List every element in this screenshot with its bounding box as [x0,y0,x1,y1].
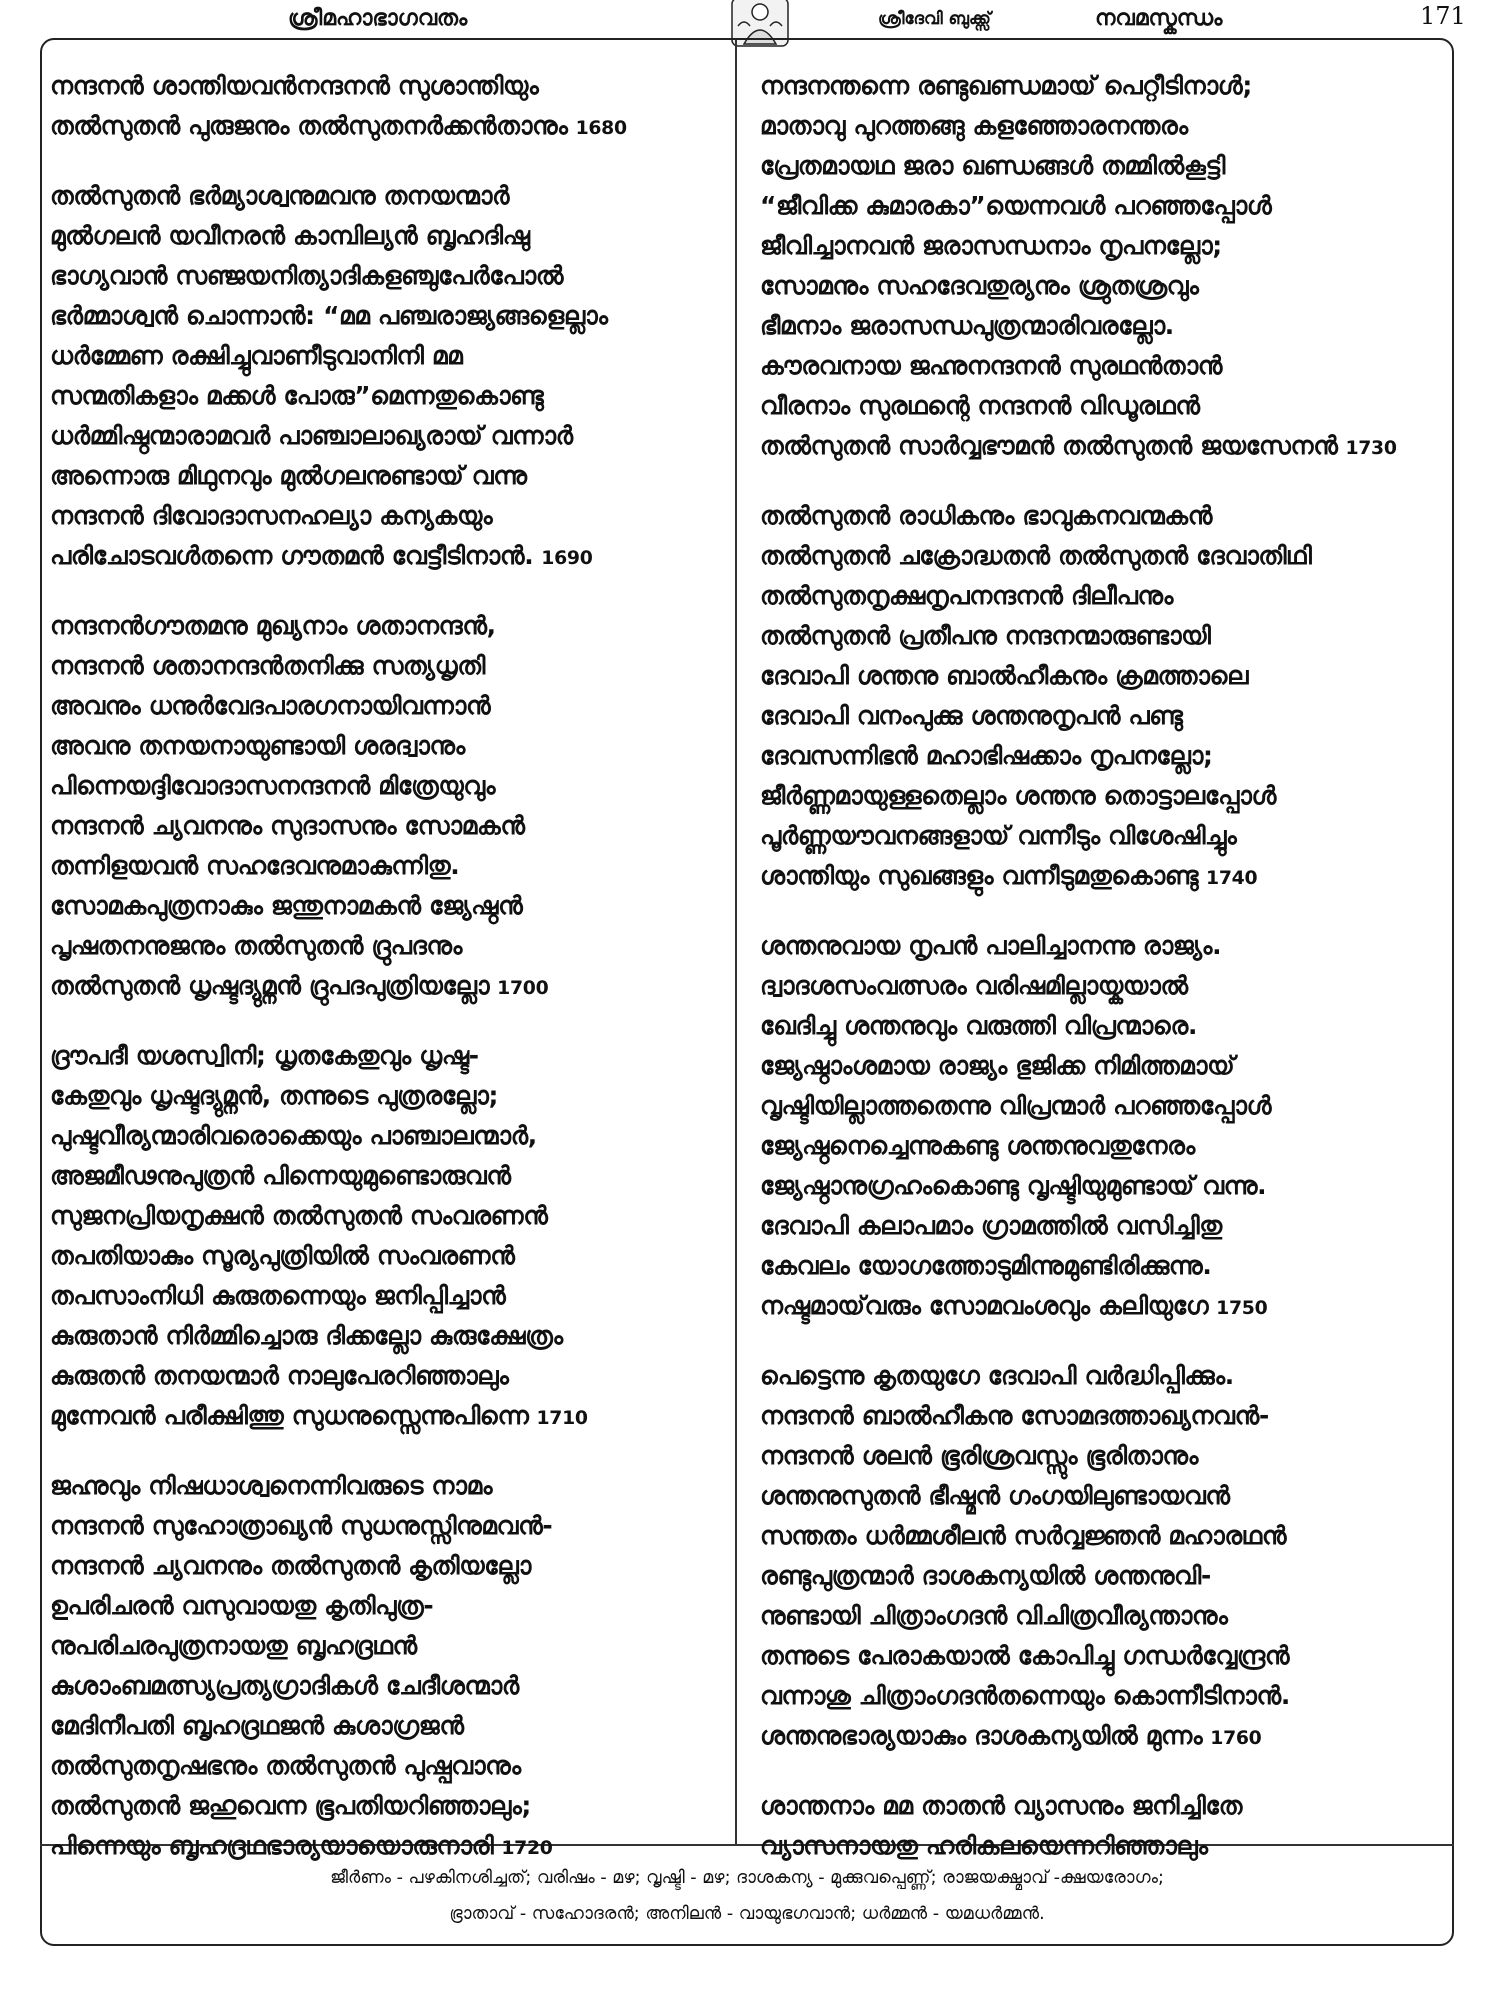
verse-line [760,346,1430,386]
verse-line [760,1086,1430,1126]
verse-line [50,1706,720,1746]
column-divider [735,40,737,1844]
verse-text: ശന്തനുസുതൻ ഭീഷ്മൻ ഗംഗയിലുണ്ടായവൻ [760,1481,1230,1510]
verse-text: തന്നുടെ പേരാകയാൽ കോപിച്ചു ഗന്ധർവ്വേന്ദ്രൻ [760,1641,1290,1670]
verse-line [760,656,1430,696]
verse-text: സന്തതം ധർമ്മശീലൻ സർവ്വജ്ഞൻ മഹാരഥൻ [760,1521,1287,1550]
verse-text: നന്ദനൻ ബാൽഹീകനു സോമദത്താഖ്യനവൻ- [760,1401,1269,1430]
verse-text: തൽസുതൻ ജഹുവെന്ന ഭൂപതിയറിഞ്ഞാലും; [50,1791,532,1820]
verse-number: 1750 [1216,1297,1268,1319]
verse-text: പരിചോടവൾതന്നെ ഗൗതമൻ വേട്ടീടിനാൻ. [50,541,534,570]
footnote-line: ജീർണം - പഴകിനശിച്ചത്; വരിഷം - മഴ; വൃഷ്ടി - മഴ; ദാശകന്യ - മുക്കുവപ്പെണ്ണ്; രാജയക്ഷ്മാവ് -ക്ഷയരോഗം; [330,1868,1164,1888]
verse-text: കുരുതാൻ നിർമ്മിച്ചൊരു ദിക്കല്ലോ കുരുക്ഷേത്രം [50,1321,563,1350]
verse-text: ശന്തനുഭാര്യയാകും ദാശകന്യയിൽ മുന്നം [760,1721,1203,1750]
verse-number: 1740 [1206,867,1258,889]
verse-line [760,1166,1430,1206]
verse-text: വന്നാശു ചിത്രാംഗദൻതന്നെയും കൊന്നീടിനാൻ. [760,1681,1290,1710]
verse-text: തപതിയാകും സൂര്യപുത്രിയിൽ സംവരണൻ [50,1241,515,1270]
verse-text: നന്ദനൻഗൗതമനു മുഖ്യനാം ശതാനന്ദൻ, [50,611,496,640]
verse-line [50,1546,720,1586]
verse-line [50,1396,720,1436]
verse-text: ഭാഗ്യവാൻ സഞ്ജയനിത്യാദികളഞ്ചുപേർപോൽ [50,261,564,290]
verse-number: 1690 [541,547,593,569]
verse-text: സന്മതികളാം മക്കൾ പോരു”മെന്നതുകൊണ്ടു [50,381,544,410]
verse-text: പൂർണ്ണയൗവനങ്ങളായ് വന്നീടും വിശേഷിച്ചും [760,821,1237,850]
verse-line [50,106,720,146]
verse-text: ദേവസന്നിഭൻ മഹാഭിഷക്കാം നൃപനല്ലോ; [760,741,1213,770]
verse-line [50,1196,720,1236]
verse-line [760,1246,1430,1286]
verse-text: ഭീമനാം ജരാസന്ധപുത്രന്മാരിവരല്ലോ. [760,311,1174,340]
verse-text: മുൽഗലൻ യവീനരൻ കാമ്പില്യൻ ബൃഹദിഷു [50,221,530,250]
verse-line [50,646,720,686]
verse-line [760,1716,1430,1756]
verse-number: 1730 [1345,437,1397,459]
verse-text: ഉപരിചരൻ വസുവായതു കൃതിപുത്ര- [50,1591,434,1620]
verse-line [760,1786,1430,1826]
verse-text: പ്രേതമായഥ ജരാ ഖണ്ഡങ്ങൾ തമ്മിൽകൂട്ടി [760,151,1226,180]
page-number: 171 [1420,2,1466,30]
verse-text: നന്ദനൻ ശതാനന്ദൻതനിക്കു സത്യധൃതി [50,651,486,680]
verse-line [760,106,1430,146]
verse-text: നുണ്ടായി ചിത്രാംഗദൻ വിചിത്രവീര്യന്താനും [760,1601,1228,1630]
verse-line [760,1126,1430,1166]
verse-text: ശാന്തനാം മമ താതൻ വ്യാസനും ജനിച്ചിതേ [760,1791,1243,1820]
verse-line [760,186,1430,226]
verse-line [760,426,1430,466]
stanza [760,926,1436,1326]
verse-number: 1710 [536,1407,588,1429]
verse-number: 1720 [501,1837,553,1859]
verse-line [50,336,720,376]
verse-line [50,686,720,726]
verse-line [50,1236,720,1276]
verse-line [50,1466,720,1506]
verse-text: തൽസുതൻ പ്രതീപനു നന്ദനന്മാരുണ്ടായി [760,621,1211,650]
verse-text: ജീവിച്ചാനവൻ ജരാസന്ധനാം നൃപനല്ലോ; [760,231,1222,260]
verse-line [50,216,720,256]
verse-line [760,736,1430,776]
verse-line [50,1316,720,1356]
verse-line [50,256,720,296]
verse-line [50,66,720,106]
verse-line [760,966,1430,1006]
verse-text: പെട്ടെന്നു കൃതയുഗേ ദേവാപി വർദ്ധിപ്പിക്കും. [760,1361,1234,1390]
verse-line [50,726,720,766]
verse-line [50,376,720,416]
verse-line [50,806,720,846]
verse-line [50,1036,720,1076]
verse-line [50,176,720,216]
verse-text: ദേവാപി വനംപുക്കു ശന്തനുനൃപൻ പണ്ടു [760,701,1183,730]
verse-line [760,1206,1430,1246]
verse-text: പിന്നെയും ബൃഹദ്രഥഭാര്യയായൊരുനാരി [50,1831,494,1860]
verse-line [50,606,720,646]
verse-text: അന്നൊരു മിഥുനവും മുൽഗലനുണ്ടായ് വന്നു [50,461,527,490]
verse-line [50,536,720,576]
verse-text: ഖേദിച്ചു ശന്തനുവും വരുത്തി വിപ്രന്മാരെ. [760,1011,1198,1040]
verse-text: നന്ദനൻ സുഹോത്രാഖ്യൻ സുധനുസ്സിനുമവൻ- [50,1511,553,1540]
verse-text: മാതാവു പുറത്തങ്ങു കളഞ്ഞോരനന്തരം [760,111,1188,140]
verse-text: അവനും ധനുർവേദപാരഗനായിവന്നാൻ [50,691,491,720]
verse-line [760,1826,1430,1866]
verse-number: 1680 [575,117,627,139]
verse-line [760,1676,1430,1716]
verse-text: തന്നിളയവൻ സഹദേവനുമാകുന്നിതു. [50,851,460,880]
verse-text: “ജീവിക്ക കുമാരകാ”യെന്നവൾ പറഞ്ഞപ്പോൾ [760,191,1272,220]
verse-line [760,226,1430,266]
verse-line [50,1356,720,1396]
verse-text: തൽസുതൻ സാർവ്വഭൗമൻ തൽസുതൻ ജയസേനൻ [760,431,1338,460]
verse-text: തൽസുതൻ രാധികനും ഭാവുകനവന്മകൻ [760,501,1213,530]
verse-line [50,846,720,886]
verse-text: നന്ദനൻ ച്യവനനും സുദാസനും സോമകൻ [50,811,525,840]
verse-line [760,616,1430,656]
verse-text: ശന്തനുവായ നൃപൻ പാലിച്ചാനന്നു രാജ്യം. [760,931,1222,960]
verse-text: പുഷ്ടവീര്യന്മാരിവരൊക്കെയും പാഞ്ചാലന്മാർ, [50,1121,537,1150]
verse-text: അജമീഢനുപുത്രൻ പിന്നെയുമുണ്ടൊരുവൻ [50,1161,511,1190]
verse-text: നന്ദനൻ ശലൻ ഭൂരിശ്രവസ്സും ഭൂരിതാനും [760,1441,1199,1470]
verse-text: തൽസുതനൃക്ഷനൃപനന്ദനൻ ദിലീപനും [760,581,1174,610]
verse-line [760,1436,1430,1476]
verse-line [50,1276,720,1316]
page-header [30,0,1470,42]
verse-line [760,856,1430,896]
verse-line [50,1786,720,1826]
verse-text: രണ്ടുപുത്രന്മാർ ദാശകന്യയിൽ ശന്തനുവി- [760,1561,1211,1590]
verse-line [760,926,1430,966]
verse-text: വ്യാസനായതു ഹരികലയെന്നറിഞ്ഞാലും [760,1831,1208,1860]
verse-text: ഭർമ്മാശ്വൻ ചൊന്നാൻ: “മമ പഞ്ചരാജ്യങ്ങളെല്ലാം [50,301,608,330]
verse-text: ധർമ്മേണ രക്ഷിച്ചുവാണീടുവാനിനി മമ [50,341,463,370]
verse-line [760,1636,1430,1676]
verse-line [50,1626,720,1666]
verse-line [760,1596,1430,1636]
verse-text: ജ്യേഷ്ഠാനുഗ്രഹംകൊണ്ടു വൃഷ്ടിയുമുണ്ടായ് വന്നു. [760,1171,1267,1200]
verse-text: സോമനും സഹദേവതുര്യനും ശ്രുതശ്രവും [760,271,1199,300]
verse-line [50,416,720,456]
stanza [50,66,726,146]
verse-line [50,296,720,336]
verse-text: തൽസുതൻ ചക്രോദ്ധതൻ തൽസുതൻ ദേവാതിഥി [760,541,1312,570]
verse-line [760,1286,1430,1326]
verse-line [50,1156,720,1196]
verse-line [760,1476,1430,1516]
verse-text: സോമകപുത്രനാകും ജന്തുനാമകൻ ജ്യേഷ്ഠൻ [50,891,523,920]
verse-text: പിന്നെയദ്ദിവോദാസനന്ദനൻ മിത്രേയുവും [50,771,496,800]
verse-text: കുരുതൻ തനയന്മാർ നാലുപേരറിഞ്ഞാലും [50,1361,509,1390]
verse-text: വീരനാം സുരഥന്റെ നന്ദനൻ വിഡൂരഥൻ [760,391,1200,420]
stanza [50,176,726,576]
verse-text: നന്ദനന്തന്നെ രണ്ടുഖണ്ഡമായ് പെറ്റീടിനാൾ; [760,71,1253,100]
verse-line [50,1586,720,1626]
verse-line [760,1556,1430,1596]
verse-line [760,496,1430,536]
verse-line [760,146,1430,186]
verse-line [50,1826,720,1866]
verse-line [50,1506,720,1546]
stanza [760,1356,1436,1756]
verse-text: വൃഷ്ടിയില്ലാത്തതെന്നു വിപ്രന്മാർ പറഞ്ഞപ്പോൾ [760,1091,1272,1120]
verse-text: നുപരിചരപുത്രനായതു ബൃഹദ്രഥൻ [50,1631,417,1660]
verse-text: ജ്യേഷ്ഠനെച്ചെന്നുകണ്ടു ശന്തനുവതുനേരം [760,1131,1195,1160]
verse-text: അവനു തനയനായുണ്ടായി ശരദ്വാനും [50,731,465,760]
verse-text: പൃഷതനനുജനും തൽസുതൻ ദ്രുപദനും [50,931,463,960]
verse-text: കൗരവനായ ജഹ്നുനന്ദനൻ സുരഥൻതാൻ [760,351,1223,380]
verse-line [50,496,720,536]
publisher-name: ശ്രീദേവി ബുക്ക്സ് [878,9,991,29]
verse-line [760,306,1430,346]
stanza [760,1786,1436,1866]
verse-line [50,966,720,1006]
verse-line [50,1116,720,1156]
verse-line [760,536,1430,576]
section-title: നവമസ്കന്ധം [1095,6,1223,31]
left-column [50,66,726,1896]
verse-line [50,1076,720,1116]
verse-text: സുജനപ്രിയനൃക്ഷൻ തൽസുതൻ സംവരണൻ [50,1201,548,1230]
verse-line [760,776,1430,816]
verse-text: നന്ദനൻ ശാന്തിയവൻനന്ദനൻ സുശാന്തിയും [50,71,539,100]
verse-text: തൽസുതൻ ഭർമ്യാശ്വനുമവനു തനയന്മാർ [50,181,510,210]
verse-text: തൽസുതനൃഷഭനും തൽസുതൻ പുഷ്പവാനും [50,1751,521,1780]
verse-line [760,66,1430,106]
verse-line [50,1666,720,1706]
verse-text: മുന്നേവൻ പരീക്ഷിത്തു സുധനുസ്സെന്നുപിന്നെ [50,1401,529,1430]
verse-text: കേവലം യോഗത്തോടുമിന്നുമുണ്ടിരിക്കുന്നു. [760,1251,1212,1280]
stanza [50,1036,726,1436]
verse-line [760,696,1430,736]
verse-text: ദേവാപി ശന്തനു ബാൽഹീകനും ക്രമത്താലെ [760,661,1249,690]
verse-line [760,386,1430,426]
verse-text: നന്ദനൻ ച്യവനനും തൽസുതൻ കൃതിയല്ലോ [50,1551,531,1580]
verse-line [760,1046,1430,1086]
footnote-line: ഭ്രാതാവ് - സഹോദരൻ; അനിലൻ - വായുഭഗവാൻ; ധർമ്മൻ - യമധർമ്മൻ. [449,1904,1045,1924]
verse-line [760,1006,1430,1046]
verse-line [50,886,720,926]
verse-text: മേദിനീപതി ബൃഹദ്രഥജൻ കുശാഗ്രജൻ [50,1711,464,1740]
verse-line [760,576,1430,616]
stanza [50,1466,726,1866]
verse-line [760,1356,1430,1396]
verse-number: 1700 [497,977,549,999]
verse-line [50,1746,720,1786]
verse-text: ധർമ്മിഷ്ഠന്മാരാമവർ പാഞ്ചാലാഖ്യരായ് വന്നാർ [50,421,573,450]
verse-line [50,926,720,966]
verse-line [760,816,1430,856]
verse-line [760,1396,1430,1436]
verse-text: ദ്രൗപദീ യശസ്വിനി; ധൃതകേതുവും ധൃഷ്ട- [50,1041,479,1070]
verse-text: നഷ്ടമായ്‌വരും സോമവംശവും കലിയുഗേ [760,1291,1209,1320]
verse-text: ജഹ്നുവും നിഷധാശ്വനെന്നിവരുടെ നാമം [50,1471,493,1500]
verse-line [760,1516,1430,1556]
verse-line [50,766,720,806]
verse-text: കേതുവും ധൃഷ്ടദ്യുമ്നൻ, തന്നുടെ പുത്രരല്ലോ; [50,1081,499,1110]
right-column [760,66,1436,1896]
verse-number: 1760 [1210,1727,1262,1749]
stanza [760,66,1436,466]
verse-text: ദേവാപി കലാപമാം ഗ്രാമത്തിൽ വസിച്ചിതു [760,1211,1222,1240]
verse-text: ദ്വാദശസംവത്സരം വരിഷമില്ലായ്കയാൽ [760,971,1188,1000]
verse-text: ജീർണ്ണമായുള്ളതെല്ലാം ശന്തനു തൊട്ടാലപ്പോൾ [760,781,1277,810]
verse-line [760,266,1430,306]
verse-text: നന്ദനൻ ദിവോദാസനഹല്യാ കന്യകയും [50,501,493,530]
verse-line [50,456,720,496]
stanza [50,606,726,1006]
verse-text: തൽസുതൻ പുരുജനും തൽസുതനർക്കൻതാനും [50,111,568,140]
stanza [760,496,1436,896]
verse-text: തപസാംനിധി കുരുതന്നെയും ജനിപ്പിച്ചാൻ [50,1281,506,1310]
verse-text: ശാന്തിയും സുഖങ്ങളും വന്നീടുമതുകൊണ്ടു [760,861,1199,890]
verse-text: കുശാംബമത്സ്യപ്രത്യഗ്രാദികൾ ചേദീശന്മാർ [50,1671,519,1700]
verse-text: ജ്യേഷ്ഠാംശമായ രാജ്യം ഭുജിക്ക നിമിത്തമായ് [760,1051,1235,1080]
verse-text: തൽസുതൻ ധൃഷ്ടദ്യുമ്നൻ ദ്രുപദപുത്രിയല്ലോ [50,971,490,1000]
book-title: ശ്രീമഹാഭാഗവതം [288,6,468,31]
